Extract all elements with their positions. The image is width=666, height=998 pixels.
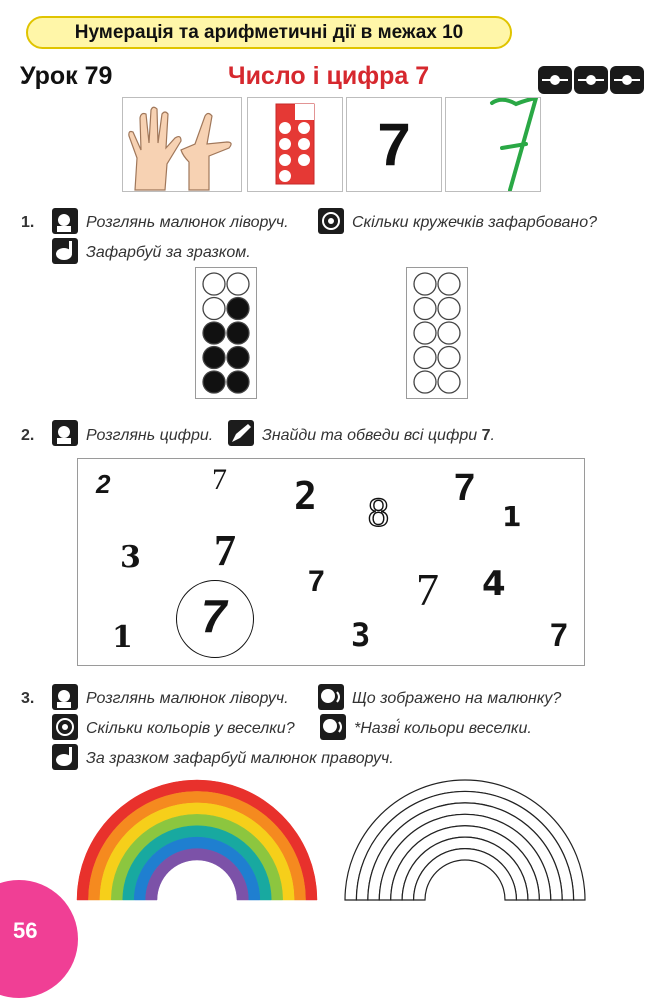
counter-circle (227, 371, 249, 393)
task-3-text-a: Розглянь малюнок ліворуч. (86, 690, 289, 707)
page-number-tab (0, 880, 78, 998)
digit-item[interactable]: 2 (294, 474, 317, 518)
counter-circle (227, 347, 249, 369)
task-1-text-c: Зафарбуй за зразком. (86, 244, 251, 261)
counters-sample (196, 268, 256, 398)
look-icon (52, 420, 78, 446)
hands-icon (123, 98, 241, 191)
counter-circle[interactable] (414, 273, 436, 295)
look-icon (52, 208, 78, 234)
digit-item[interactable]: 7 (416, 564, 439, 615)
task-3-number: 3. (21, 690, 35, 707)
digit-item[interactable]: 7 (308, 565, 325, 598)
task-2-number: 2. (21, 427, 35, 444)
digit-item[interactable]: 3 (351, 616, 371, 654)
page-number: 56 (13, 918, 38, 943)
digit-item[interactable]: 7 (550, 617, 568, 653)
paint-icon (52, 238, 78, 264)
counter-circle (227, 298, 249, 320)
counter-circle[interactable] (438, 347, 460, 369)
task-1-text-a: Розглянь малюнок ліворуч. (86, 214, 289, 231)
digit-item[interactable]: 4 (482, 564, 506, 604)
counter-circle[interactable] (414, 298, 436, 320)
counter-circle[interactable] (438, 371, 460, 393)
task-3-text-b: Що зображено на малюнку? (352, 690, 562, 707)
counter-frame-sample (195, 267, 257, 399)
task-2-period: . (490, 427, 495, 444)
counter-circle (203, 273, 225, 295)
digit-item[interactable]: 1 (112, 620, 133, 655)
task-2-text-b (262, 427, 495, 445)
lesson-label: Урок 79 (20, 62, 113, 90)
counter-circle (203, 371, 225, 393)
counter-circle (203, 322, 225, 344)
counter-frame-blank[interactable] (406, 267, 468, 399)
task-2-text-a: Розглянь цифри. (86, 427, 214, 444)
digit-item[interactable]: 7 (212, 463, 227, 496)
digits-box (77, 458, 585, 666)
task-1-text-b: Скільки кружечків зафарбовано? (352, 214, 598, 231)
counters-to-color[interactable] (407, 268, 467, 398)
digit-item[interactable]: 3 (120, 540, 141, 575)
big-digit-picture (346, 97, 442, 192)
counter-circle[interactable] (438, 298, 460, 320)
task-3-text-e: За зразком зафарбуй малюнок праворуч. (86, 750, 394, 767)
digit-item[interactable]: 8 (367, 494, 390, 535)
task-2-instruction: Знайди та обведи всі цифри (262, 427, 478, 444)
counter-circle (203, 347, 225, 369)
circled-digit[interactable]: 7 (201, 590, 227, 642)
lesson-title: Число і цифра 7 (228, 62, 430, 90)
counter-circle (227, 273, 249, 295)
digit-item[interactable]: 7 (454, 467, 476, 509)
counter-circle[interactable] (414, 347, 436, 369)
big-digit: 7 (377, 111, 411, 178)
count-icon (318, 208, 344, 234)
hands-picture (122, 97, 242, 192)
ten-frame-picture (247, 97, 343, 192)
speak-icon (320, 714, 346, 740)
digit-item[interactable]: 2 (96, 469, 111, 499)
digit-item[interactable]: 1 (502, 500, 522, 533)
counter-circle[interactable] (438, 273, 460, 295)
digit-item[interactable]: 7 (214, 526, 236, 575)
counter-circle[interactable] (414, 371, 436, 393)
counter-circle (227, 322, 249, 344)
counter-circle[interactable] (414, 322, 436, 344)
pencil-icon (228, 420, 254, 446)
handwritten-digit-picture (445, 97, 541, 192)
rainbow-to-color[interactable] (343, 778, 587, 902)
task-3-text-d: *Назві́ кольори веселки. (354, 720, 532, 737)
look-icon (52, 684, 78, 710)
section-banner: Нумерація та арифметичні дії в межах 10 (26, 16, 512, 49)
task-2-target-digit: 7 (481, 427, 491, 444)
counter-circle[interactable] (438, 322, 460, 344)
speak-icon (318, 684, 344, 710)
count-icon (52, 714, 78, 740)
ornament-icon (538, 64, 644, 96)
ten-frame-icon (248, 98, 342, 191)
rainbow-sample (75, 778, 319, 902)
task-1-number: 1. (21, 214, 35, 231)
task-3-text-c: Скільки кольорів у веселки? (86, 720, 295, 737)
handwritten-seven-icon (446, 98, 540, 191)
paint-icon (52, 744, 78, 770)
counter-circle (203, 298, 225, 320)
